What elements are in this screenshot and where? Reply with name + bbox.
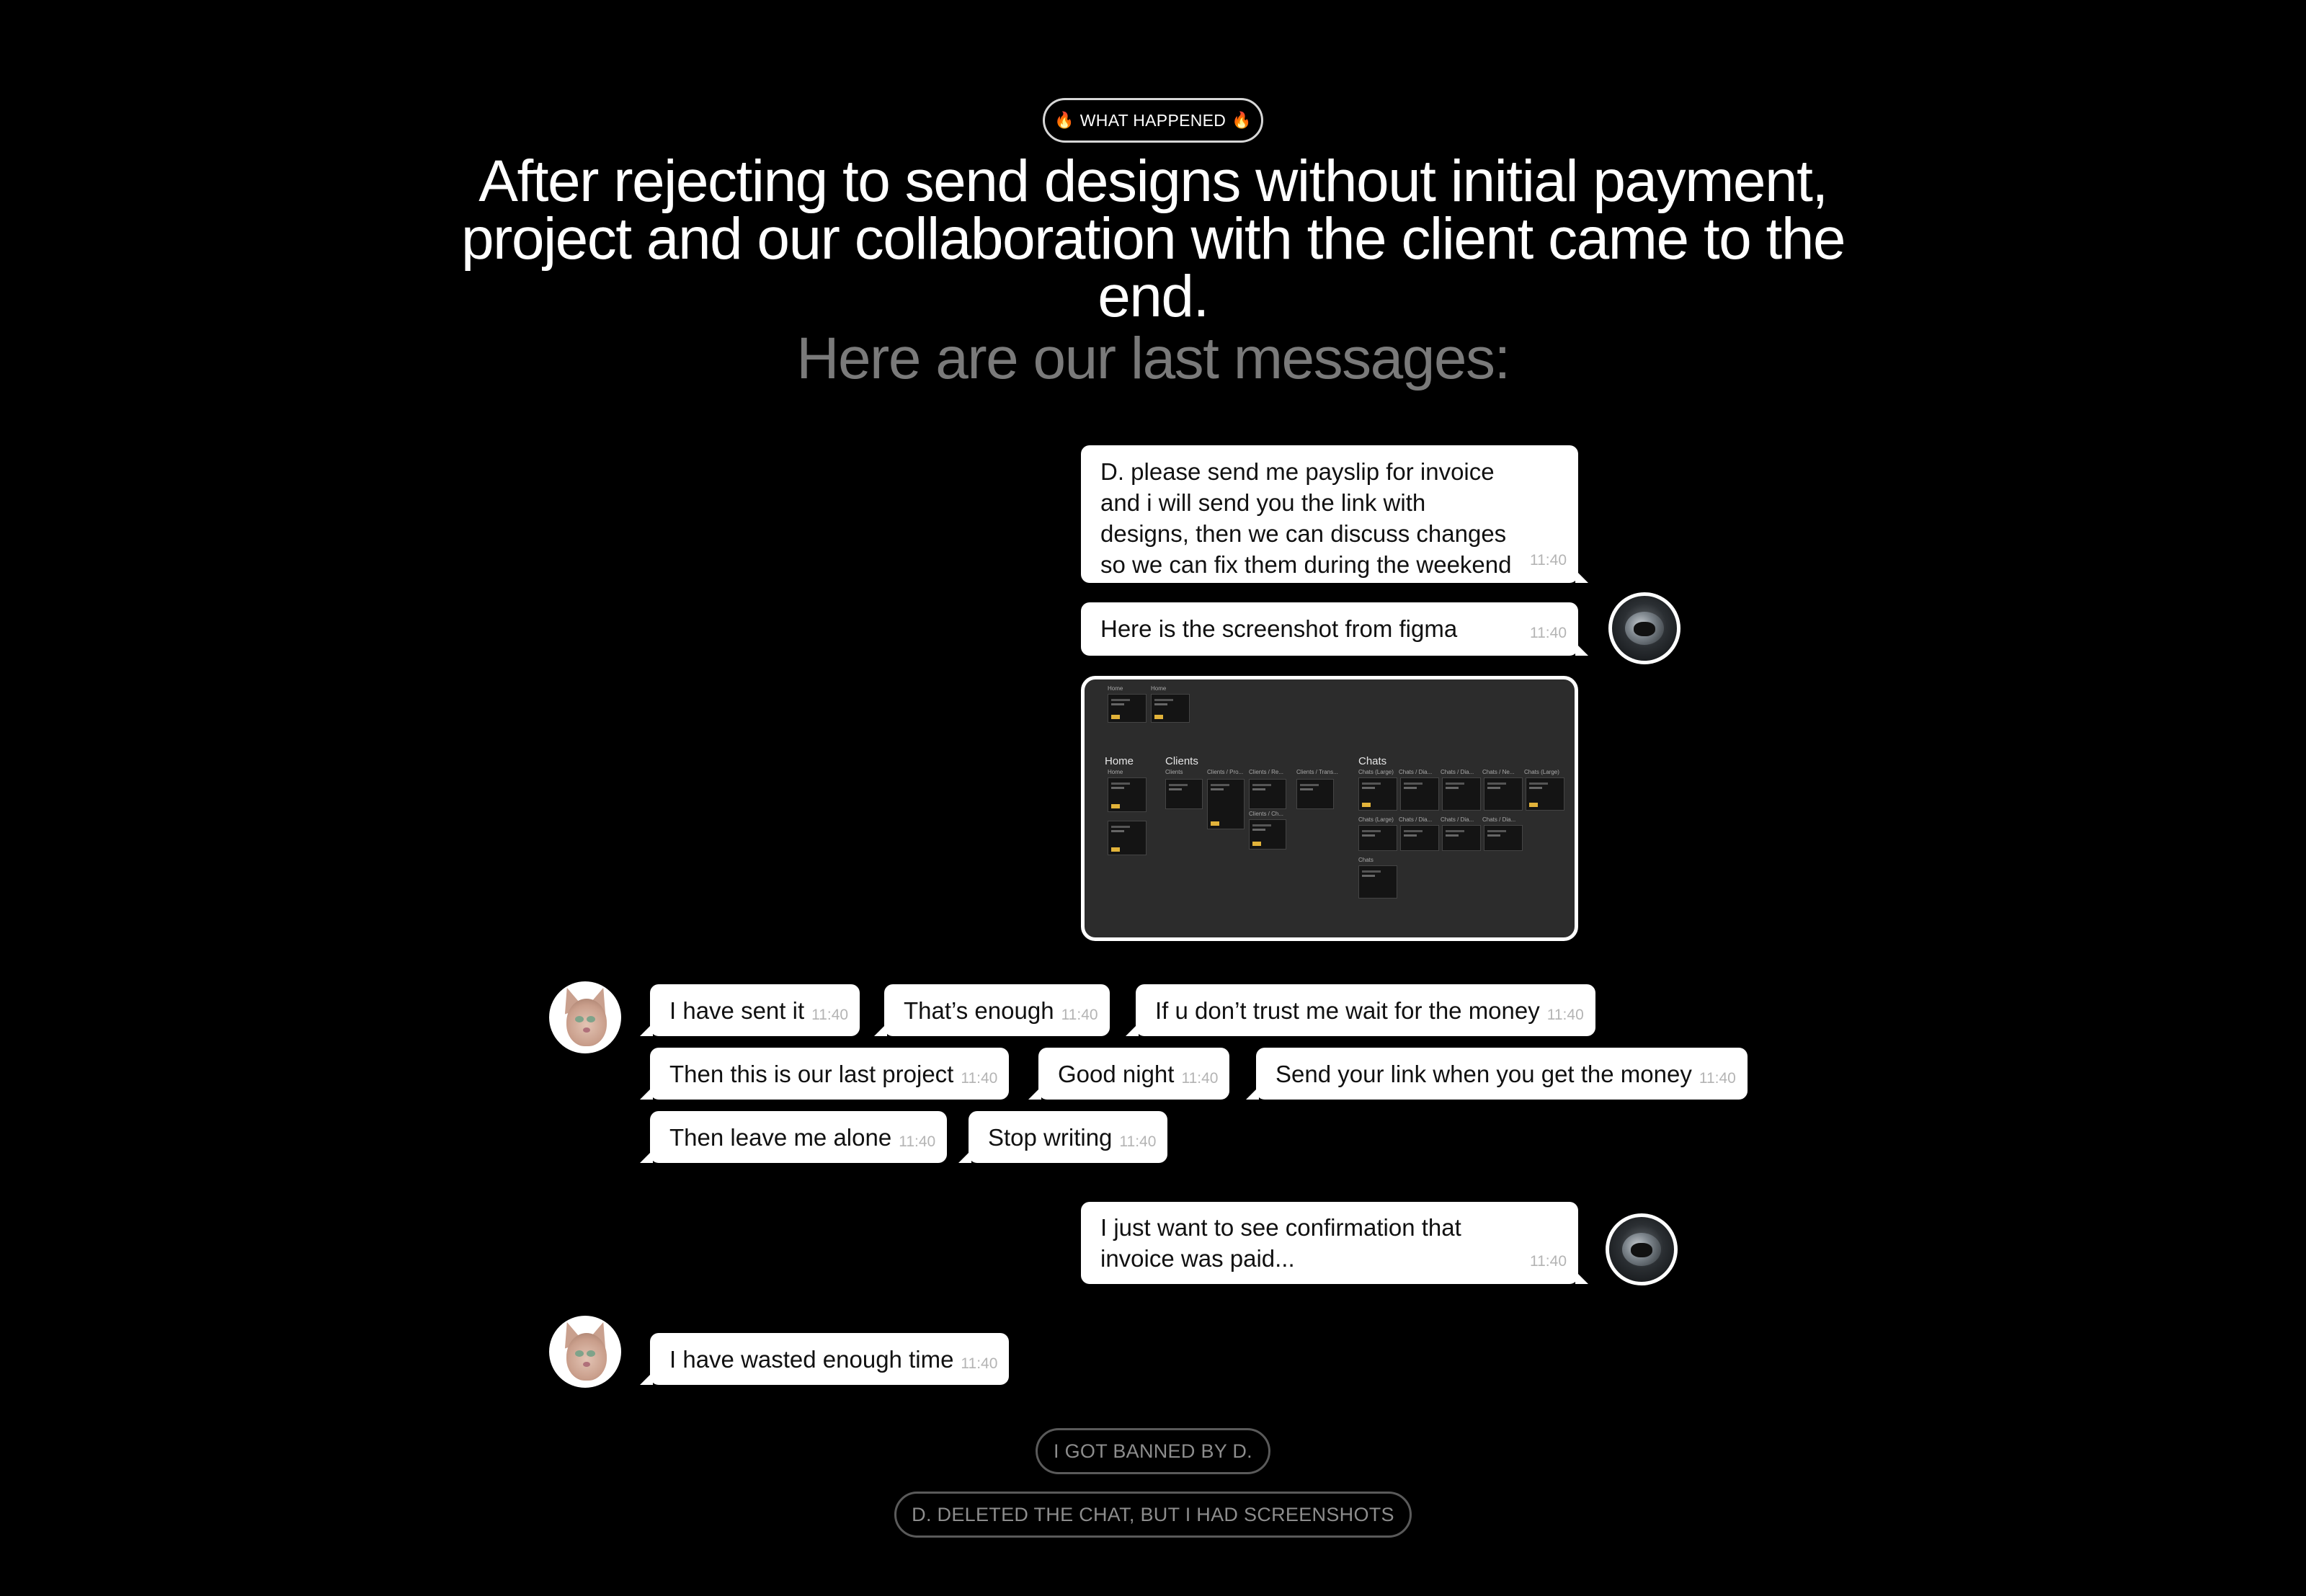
design-frame — [1358, 825, 1397, 851]
message-text: If u don’t trust me wait for the money — [1155, 997, 1540, 1024]
message-text: D. please send me payslip for invoice and i will send you the link with designs, then we can discuss changes so we can fix them during the weekend — [1100, 458, 1512, 578]
design-frame — [1108, 694, 1147, 723]
frame-label: Clients — [1165, 769, 1183, 775]
message-bubble — [650, 1111, 947, 1163]
frame-label: Chats / Dia... — [1399, 816, 1433, 823]
section-chats-label: Chats — [1358, 755, 1387, 767]
message-text: I have sent it — [669, 997, 805, 1024]
frame-label: Chats / Ne... — [1482, 769, 1515, 775]
message-time: 11:40 — [961, 1069, 998, 1087]
message-bubble — [1081, 445, 1578, 583]
design-frame — [1108, 777, 1147, 812]
figma-screenshot-image[interactable] — [1081, 676, 1578, 941]
frame-label: Chats (Large) — [1358, 816, 1394, 823]
designer-avatar[interactable] — [1608, 592, 1680, 664]
design-frame — [1442, 825, 1481, 851]
message-text: Send your link when you get the money — [1276, 1060, 1692, 1087]
design-frame — [1484, 777, 1523, 811]
design-frame — [1165, 779, 1203, 809]
message-text: That’s enough — [904, 997, 1054, 1024]
designer-avatar[interactable] — [1606, 1213, 1678, 1285]
design-frame — [1526, 777, 1564, 811]
message-time: 11:40 — [1530, 552, 1567, 569]
message-bubble — [1256, 1048, 1748, 1100]
frame-label: Clients / Trans... — [1296, 769, 1338, 775]
message-text: I have wasted enough time — [669, 1345, 954, 1373]
frame-label: Chats (Large) — [1524, 769, 1559, 775]
message-text: Stop writing — [988, 1123, 1113, 1151]
message-time: 11:40 — [1181, 1069, 1219, 1087]
message-bubble — [1081, 1202, 1578, 1284]
message-bubble — [1136, 984, 1595, 1036]
banned-status-pill: I GOT BANNED BY D. — [1036, 1428, 1270, 1474]
message-time: 11:40 — [1119, 1133, 1157, 1150]
sphynx-cat-icon — [566, 1333, 607, 1381]
message-bubble — [650, 1333, 1009, 1385]
client-avatar[interactable] — [549, 981, 621, 1053]
message-text: Then this is our last project — [669, 1060, 954, 1087]
fire-icon: 🔥 — [1232, 111, 1252, 129]
headline: After rejecting to send designs without initial payment, project and our collaboration with the client came to the end. — [460, 148, 1846, 329]
message-time: 11:40 — [1530, 1253, 1567, 1270]
what-happened-label: WHAT HAPPENED — [1079, 110, 1227, 130]
design-frame — [1400, 777, 1439, 811]
message-time: 11:40 — [1699, 1069, 1736, 1087]
message-time: 11:40 — [899, 1133, 936, 1150]
frame-label: Chats (Large) — [1358, 769, 1394, 775]
design-frame — [1358, 777, 1397, 811]
message-bubble — [650, 1048, 1009, 1100]
message-bubble — [1081, 602, 1578, 656]
frame-label: Chats / Dia... — [1482, 816, 1516, 823]
frame-label: Home — [1108, 685, 1123, 692]
sphynx-cat-icon — [566, 999, 607, 1046]
design-frame — [1207, 779, 1245, 829]
frame-label: Clients / Ch... — [1249, 811, 1284, 817]
design-frame — [1151, 694, 1190, 723]
frame-label: Clients / Re... — [1249, 769, 1284, 775]
message-bubble — [884, 984, 1110, 1036]
deleted-chat-status-pill: D. DELETED THE CHAT, BUT I HAD SCREENSHOTS — [894, 1492, 1412, 1538]
message-bubble — [1038, 1048, 1229, 1100]
message-time: 11:40 — [961, 1355, 998, 1372]
message-text: I just want to see confirmation that invoice was paid... — [1100, 1214, 1461, 1272]
message-bubble — [650, 984, 860, 1036]
section-home-label: Home — [1105, 755, 1134, 767]
section-clients-label: Clients — [1165, 755, 1198, 767]
message-time: 11:40 — [1061, 1006, 1098, 1023]
design-frame — [1249, 779, 1286, 809]
frame-label: Clients / Pro... — [1207, 769, 1244, 775]
design-frame — [1400, 825, 1439, 851]
message-text: Good night — [1058, 1060, 1175, 1087]
design-frame — [1484, 825, 1523, 851]
subline: Here are our last messages: — [796, 326, 1510, 391]
message-time: 11:40 — [1546, 1006, 1584, 1023]
design-frame — [1442, 777, 1481, 811]
message-text: Then leave me alone — [669, 1123, 892, 1151]
design-frame — [1358, 865, 1397, 899]
message-bubble — [969, 1111, 1167, 1163]
design-frame — [1249, 819, 1286, 850]
design-frame — [1108, 821, 1147, 855]
client-avatar[interactable] — [549, 1316, 621, 1388]
frame-label: Chats — [1358, 857, 1374, 863]
message-text: Here is the screenshot from figma — [1100, 615, 1458, 642]
message-time: 11:40 — [1530, 625, 1567, 641]
message-time: 11:40 — [811, 1006, 849, 1023]
frame-label: Home — [1151, 685, 1167, 692]
frame-label: Chats / Dia... — [1441, 769, 1474, 775]
design-frame — [1296, 779, 1334, 809]
fire-icon: 🔥 — [1054, 111, 1074, 129]
frame-label: Chats / Dia... — [1399, 769, 1433, 775]
what-happened-tag — [1043, 98, 1263, 143]
frame-label: Chats / Dia... — [1441, 816, 1474, 823]
frame-label: Home — [1108, 769, 1123, 775]
